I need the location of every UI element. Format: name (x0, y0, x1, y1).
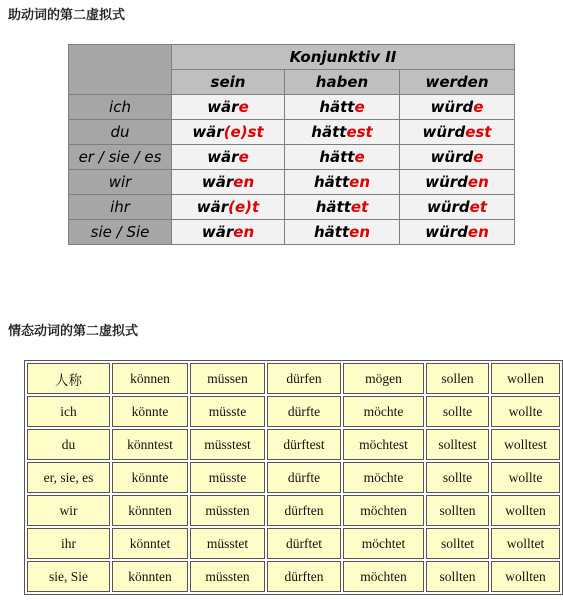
pronoun-label: ich (69, 95, 172, 120)
modal-form-cell: solltet (426, 528, 489, 559)
modal-form-cell: möchte (343, 462, 424, 493)
pronoun-label: wir (69, 170, 172, 195)
verb-stem: wär (207, 148, 239, 166)
verb-ending: e (354, 148, 365, 166)
verb-ending: e (238, 148, 249, 166)
aux-verb-heading: 助动词的第二虚拟式 (8, 8, 126, 23)
modal-form-cell: dürfte (267, 462, 341, 493)
table1-row (69, 195, 515, 220)
verb-stem: wär (192, 123, 224, 141)
person-cell: ihr (27, 528, 110, 559)
conjugation-cell (172, 220, 285, 245)
verb-ending: en (467, 173, 489, 191)
modal-form-cell: sollte (426, 462, 489, 493)
table2-header-row (27, 363, 560, 394)
person-cell: sie, Sie (27, 561, 110, 592)
modal-form-cell: dürftest (267, 429, 341, 460)
table1-col-header: werden (400, 70, 515, 95)
verb-stem: wär (207, 98, 239, 116)
verb-stem: hätt (319, 148, 355, 166)
verb-ending: en (349, 173, 370, 191)
verb-ending: (e)t (228, 198, 260, 216)
verb-ending: et (469, 198, 487, 216)
modal-form-cell: müsstest (190, 429, 265, 460)
modal-form-cell: wolltet (491, 528, 560, 559)
verb-stem: würd (425, 223, 468, 241)
verb-stem: hätt (315, 198, 351, 216)
table1-row (69, 220, 515, 245)
conjugation-cell (285, 145, 400, 170)
modal-form-cell: sollten (426, 561, 489, 592)
verb-ending: en (233, 223, 255, 241)
pronoun-label: sie / Sie (69, 220, 172, 245)
table1-col-header: haben (285, 70, 400, 95)
modal-form-cell: müssten (190, 561, 265, 592)
modal-form-cell: müsste (190, 396, 265, 427)
conjugation-cell (285, 95, 400, 120)
modal-form-cell: müsste (190, 462, 265, 493)
modal-form-cell: müssen (190, 363, 265, 394)
modal-verb-heading: 情态动词的第二虚拟式 (8, 324, 139, 339)
modal-form-cell: könnte (112, 396, 188, 427)
table1-title: Konjunktiv II (172, 45, 515, 70)
verb-stem: wär (196, 198, 229, 216)
person-cell: ich (27, 396, 110, 427)
modal-form-cell: möchte (343, 396, 424, 427)
modal-form-cell: sollen (426, 363, 489, 394)
table2-row (27, 396, 560, 427)
konjunktiv-aux-table (68, 44, 515, 245)
verb-ending: e (473, 148, 484, 166)
table1-body (69, 95, 515, 245)
verb-ending: est (346, 123, 373, 141)
conjugation-cell (172, 95, 285, 120)
pronoun-label: du (69, 120, 172, 145)
verb-ending: en (467, 223, 489, 241)
table2-body (27, 363, 560, 592)
pronoun-label: er / sie / es (69, 145, 172, 170)
conjugation-cell (285, 195, 400, 220)
conjugation-cell (285, 170, 400, 195)
modal-form-cell: wollten (491, 495, 560, 526)
verb-stem: hätt (313, 173, 350, 191)
modal-form-cell: wollte (491, 396, 560, 427)
conjugation-cell (400, 195, 515, 220)
conjugation-cell (400, 220, 515, 245)
modal-form-cell: möchtest (343, 429, 424, 460)
modal-form-cell: wollten (491, 561, 560, 592)
modal-verb-table (24, 360, 563, 595)
conjugation-cell (400, 145, 515, 170)
person-cell: du (27, 429, 110, 460)
verb-stem: wär (201, 223, 234, 241)
verb-ending: e (238, 98, 249, 116)
modal-form-cell: dürfen (267, 363, 341, 394)
table2-row (27, 495, 560, 526)
modal-form-cell: könnten (112, 495, 188, 526)
modal-form-cell: könntet (112, 528, 188, 559)
modal-form-cell: könnte (112, 462, 188, 493)
verb-stem: hätt (311, 123, 347, 141)
conjugation-cell (400, 170, 515, 195)
conjugation-cell (172, 170, 285, 195)
verb-ending: e (473, 98, 484, 116)
modal-form-cell: solltest (426, 429, 489, 460)
modal-form-cell: sollten (426, 495, 489, 526)
person-cell: er, sie, es (27, 462, 110, 493)
modal-form-cell: möchtet (343, 528, 424, 559)
verb-stem: hätt (319, 98, 355, 116)
table2-row (27, 462, 560, 493)
modal-form-cell: müsstet (190, 528, 265, 559)
verb-stem: würd (426, 198, 470, 216)
table2-row (27, 561, 560, 592)
conjugation-cell (285, 220, 400, 245)
verb-ending: e (354, 98, 365, 116)
conjugation-cell (172, 145, 285, 170)
verb-stem: hätt (313, 223, 350, 241)
table2-row (27, 528, 560, 559)
verb-stem: würd (425, 173, 468, 191)
conjugation-cell (400, 120, 515, 145)
table1-row (69, 95, 515, 120)
modal-form-cell: könnten (112, 561, 188, 592)
verb-ending: et (350, 198, 369, 216)
modal-form-cell: dürften (267, 561, 341, 592)
verb-ending: en (233, 173, 255, 191)
modal-form-cell: könntest (112, 429, 188, 460)
modal-form-cell: wollen (491, 363, 560, 394)
table1-corner (69, 45, 172, 95)
table2-row (27, 429, 560, 460)
verb-ending: (e)st (223, 123, 264, 141)
table1-row (69, 145, 515, 170)
modal-form-cell: sollte (426, 396, 489, 427)
person-cell: wir (27, 495, 110, 526)
conjugation-cell (400, 95, 515, 120)
pronoun-label: ihr (69, 195, 172, 220)
modal-form-cell: dürfte (267, 396, 341, 427)
modal-form-cell: dürftet (267, 528, 341, 559)
person-cell: 人称 (27, 363, 110, 394)
modal-form-cell: möchten (343, 561, 424, 592)
modal-form-cell: wolltest (491, 429, 560, 460)
table1-row (69, 120, 515, 145)
table1-col-header: sein (172, 70, 285, 95)
modal-form-cell: müssten (190, 495, 265, 526)
conjugation-cell (172, 120, 285, 145)
verb-stem: wär (201, 173, 234, 191)
modal-form-cell: wollte (491, 462, 560, 493)
modal-form-cell: mögen (343, 363, 424, 394)
modal-form-cell: möchten (343, 495, 424, 526)
table1-row (69, 170, 515, 195)
verb-stem: würd (430, 148, 474, 166)
verb-ending: en (349, 223, 370, 241)
verb-stem: würd (422, 123, 466, 141)
conjugation-cell (172, 195, 285, 220)
modal-form-cell: können (112, 363, 188, 394)
verb-ending: est (465, 123, 492, 141)
conjugation-cell (285, 120, 400, 145)
verb-stem: würd (430, 98, 474, 116)
modal-form-cell: dürften (267, 495, 341, 526)
